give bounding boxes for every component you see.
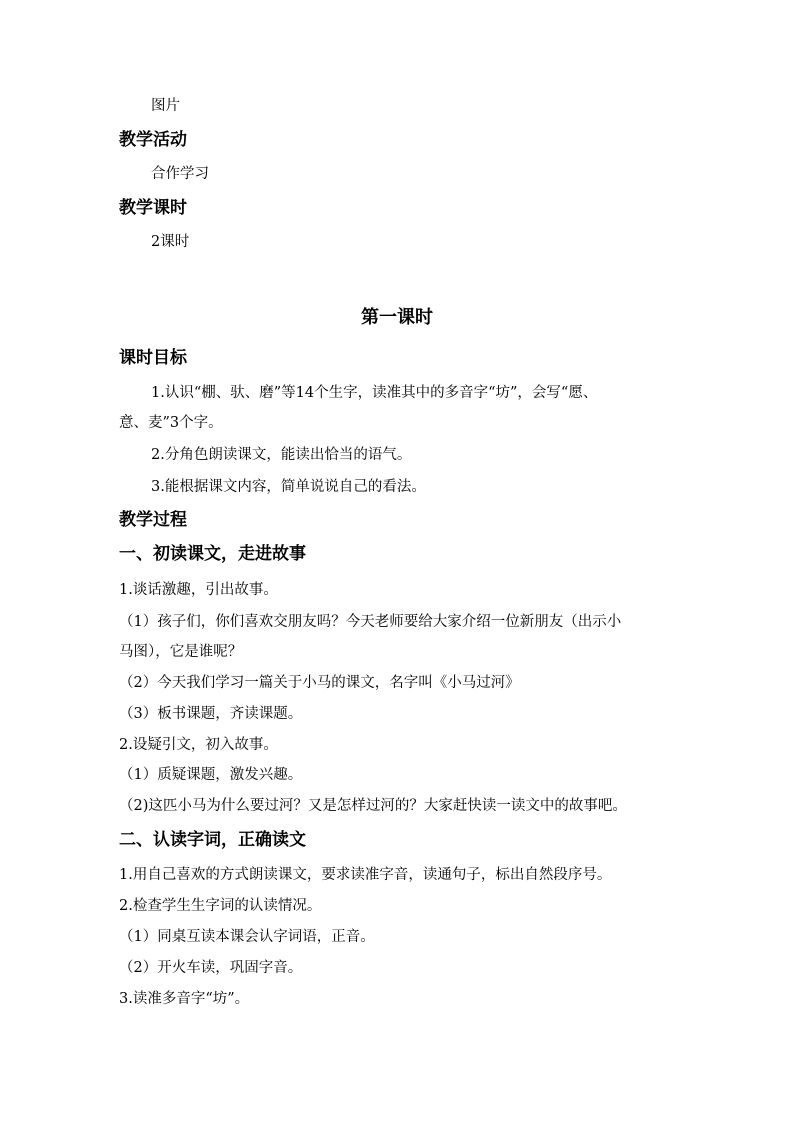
section-line: 1.用自己喜欢的方式朗读课文，要求读准字音，读通句子，标出自然段序号。 (119, 867, 612, 883)
section-line: （1）孩子们，你们喜欢交朋友吗？今天老师要给大家介绍一位新朋友（出示小 (119, 614, 622, 630)
section-line: （2）今天我们学习一篇关于小马的课文，名字叫《小马过河》 (119, 675, 520, 691)
section-heading: 二、认读字词，正确读文 (119, 830, 306, 850)
activity-item: 合作学习 (151, 166, 209, 182)
goal-line: 1.认识“棚、驮、磨”等14个生字，读准其中的多音字“坊”，会写“愿、 (151, 385, 598, 401)
section-line: 1.谈话激趣，引出故事。 (119, 582, 278, 598)
goals-heading: 课时目标 (119, 348, 187, 368)
materials-item: 图片 (151, 98, 180, 114)
section-line: 2.设疑引文，初入故事。 (119, 737, 278, 753)
goal-line: 3.能根据课文内容，简单说说自己的看法。 (151, 479, 426, 495)
section-line: （1）质疑课题，激发兴趣。 (119, 767, 303, 783)
goal-line: 2.分角色朗读课文，能读出恰当的语气。 (151, 447, 412, 463)
section-line: 3.读准多音字“坊”。 (119, 991, 250, 1007)
activity-heading: 教学活动 (119, 130, 187, 150)
process-heading: 教学过程 (119, 510, 187, 530)
section-line: 2.检查学生生字词的认读情况。 (119, 898, 322, 914)
goal-line: 意、麦”3个字。 (119, 415, 223, 431)
hours-item: 2课时 (151, 234, 190, 250)
section-heading: 一、初读课文，走进故事 (119, 544, 306, 564)
section-line: （2)这匹小马为什么要过河？又是怎样过河的？大家赶快读一读文中的故事吧。 (119, 798, 627, 814)
hours-heading: 教学课时 (119, 198, 187, 218)
section-line: 马图），它是谁呢？ (119, 644, 243, 660)
section-line: （2）开火车读，巩固字音。 (119, 960, 303, 976)
section-line: （1）同桌互读本课会认字词语，正音。 (119, 929, 375, 945)
lesson-title: 第一课时 (361, 307, 433, 328)
section-line: （3）板书课题，齐读课题。 (119, 706, 303, 722)
